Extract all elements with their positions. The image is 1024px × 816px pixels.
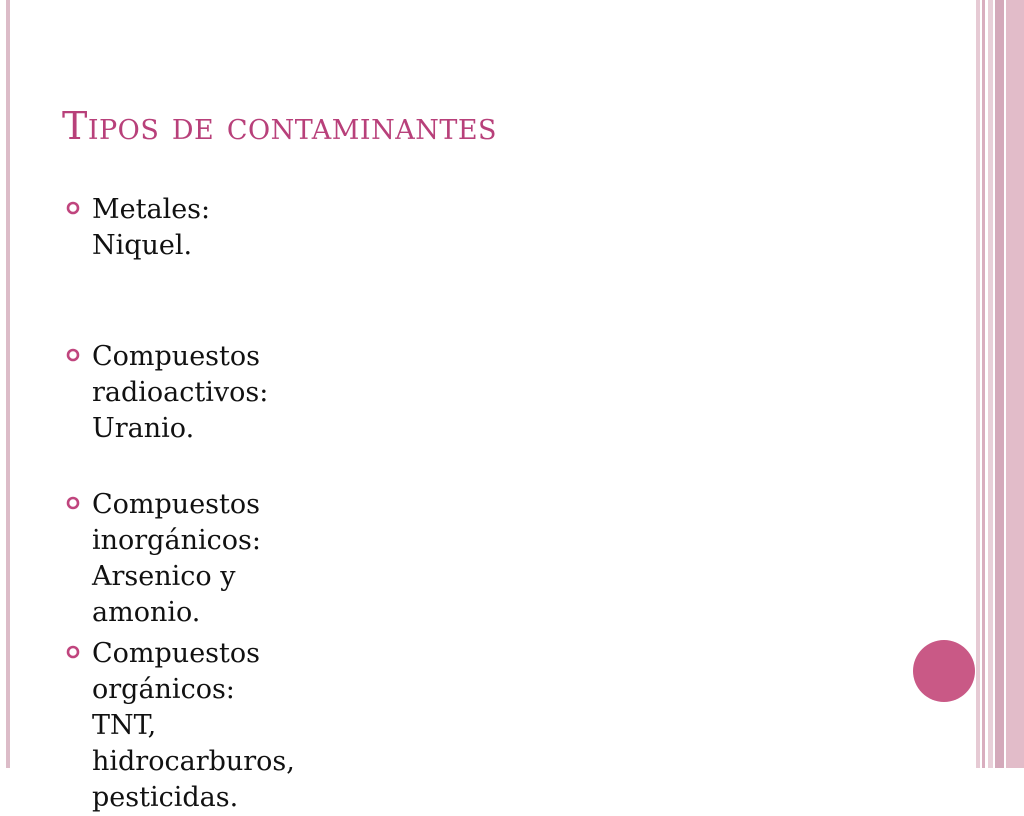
decorative-stripe [1006, 0, 1024, 768]
left-border-line [6, 0, 10, 768]
decorative-stripe [988, 0, 993, 768]
decorative-stripe [982, 0, 985, 768]
decorative-circle [913, 640, 975, 702]
ring-bullet-icon [66, 645, 80, 659]
decorative-stripe [976, 0, 980, 768]
bullet-item [66, 339, 268, 447]
bullet-text: Metales: Niquel. [92, 194, 211, 261]
bullet-item [66, 636, 295, 816]
bullet-item [66, 487, 261, 631]
decorative-stripe [995, 0, 1004, 768]
bullet-text: Compuestos inorgánicos: Arsenico y amonio. [92, 489, 261, 628]
slide-title: Tipos de contaminantes [62, 104, 498, 148]
ring-bullet-icon [66, 348, 80, 362]
ring-bullet-icon [66, 201, 80, 215]
ring-bullet-icon [66, 496, 80, 510]
bullet-text: Compuestos orgánicos: TNT, hidrocarburos, pesticidas. [92, 638, 295, 813]
bullet-item [66, 192, 210, 264]
bullet-text: Compuestos radioactivos: Uranio. [92, 341, 269, 444]
